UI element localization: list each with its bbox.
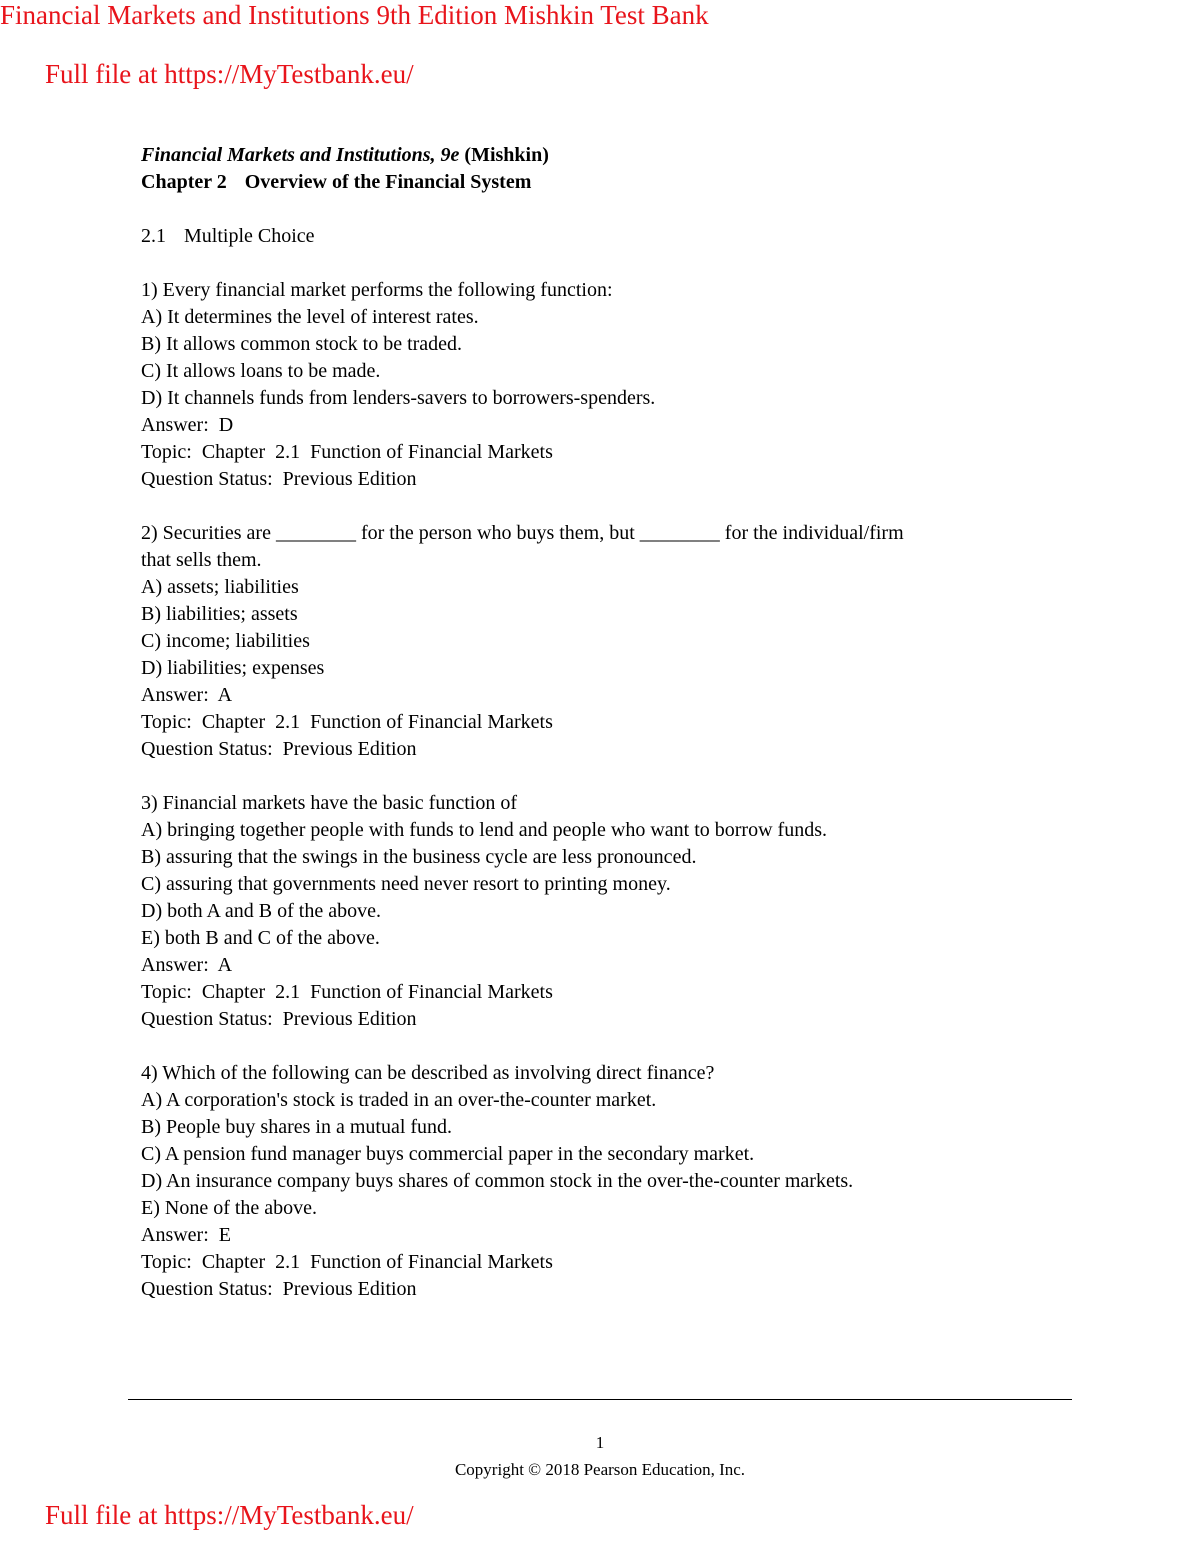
- answer-option: E) None of the above.: [141, 1197, 318, 1219]
- topic-line-label: Topic:: [141, 1251, 192, 1273]
- watermark-link-bottom: Full file at https://MyTestbank.eu/: [45, 1500, 414, 1530]
- answer-option: A) assets; liabilities: [141, 576, 299, 598]
- chapter-title: Overview of the Financial System: [244, 171, 532, 193]
- answer-option: A) It determines the level of interest rates.: [141, 306, 479, 328]
- answer-option: C) A pension fund manager buys commercial paper in the secondary market.: [141, 1143, 755, 1165]
- topic-line: [141, 439, 1071, 466]
- status-line-label: Question Status:: [141, 738, 273, 760]
- answer-line-label: Answer:: [141, 954, 209, 976]
- topic-line-label: Topic:: [141, 981, 192, 1003]
- answer-option: D) liabilities; expenses: [141, 657, 325, 679]
- answer-line: [141, 412, 1071, 439]
- topic-line-value: Chapter 2.1 Function of Financial Markets: [201, 1251, 553, 1273]
- spacer: [273, 738, 283, 760]
- status-line: [141, 466, 1071, 493]
- answer-option: C) income; liabilities: [141, 630, 310, 652]
- book-title: Financial Markets and Institutions, 9e: [141, 144, 460, 166]
- status-line-value: Previous Edition: [282, 738, 417, 760]
- topic-line-value: Chapter 2.1 Function of Financial Markets: [201, 711, 553, 733]
- spacer: [209, 414, 219, 436]
- status-line-value: Previous Edition: [282, 468, 417, 490]
- spacer: [192, 981, 202, 1003]
- question-item: [141, 520, 1071, 763]
- status-line-value: Previous Edition: [282, 1278, 417, 1300]
- chapter-label: Chapter 2: [141, 171, 227, 193]
- answer-option: D) It channels funds from lenders-savers to borrowers-spenders.: [141, 387, 656, 409]
- answer-option: A) A corporation's stock is traded in an over-the-counter market.: [141, 1089, 657, 1111]
- footer-divider: [128, 1399, 1072, 1400]
- spacer: [209, 954, 218, 976]
- spacer: [209, 1224, 219, 1246]
- status-line: [141, 736, 1071, 763]
- status-line-label: Question Status:: [141, 468, 273, 490]
- answer-line-label: Answer:: [141, 684, 209, 706]
- answer-option: C) assuring that governments need never resort to printing money.: [141, 873, 671, 895]
- answer-line-value: E: [218, 1224, 231, 1246]
- answer-option: B) It allows common stock to be traded.: [141, 333, 463, 355]
- answer-line-value: A: [217, 954, 233, 976]
- status-line: [141, 1276, 1071, 1303]
- status-line-label: Question Status:: [141, 1008, 273, 1030]
- answer-option: A) bringing together people with funds to lend and people who want to borrow funds.: [141, 819, 827, 841]
- copyright-notice: Copyright © 2018 Pearson Education, Inc.: [454, 1460, 746, 1479]
- section-number: 2.1: [141, 225, 166, 247]
- answer-option: B) People buy shares in a mutual fund.: [141, 1116, 453, 1138]
- watermark-title: Financial Markets and Institutions 9th Edition Mishkin Test Bank: [0, 0, 709, 30]
- document-body: [141, 142, 1071, 1303]
- answer-option: D) An insurance company buys shares of common stock in the over-the-counter markets.: [141, 1170, 854, 1192]
- spacer: [273, 1278, 283, 1300]
- question-stem: 3) Financial markets have the basic function of: [141, 792, 517, 814]
- question-list: [141, 277, 1071, 1303]
- section-title: Multiple Choice: [184, 225, 315, 247]
- answer-line: [141, 682, 1071, 709]
- book-author: (Mishkin): [464, 144, 549, 166]
- spacer: [273, 1008, 283, 1030]
- answer-line-value: A: [217, 684, 233, 706]
- answer-option: C) It allows loans to be made.: [141, 360, 381, 382]
- topic-line-value: Chapter 2.1 Function of Financial Markets: [201, 981, 553, 1003]
- answer-line: [141, 952, 1071, 979]
- topic-line-value: Chapter 2.1 Function of Financial Markets: [201, 441, 553, 463]
- chapter-heading: [141, 169, 1071, 196]
- topic-line: [141, 709, 1071, 736]
- answer-option: B) liabilities; assets: [141, 603, 298, 625]
- question-stem: 2) Securities are ________ for the person who buys them, but ________ for the individual/firm: [141, 522, 904, 544]
- answer-option: E) both B and C of the above.: [141, 927, 380, 949]
- question-stem: 4) Which of the following can be described as involving direct finance?: [141, 1062, 715, 1084]
- answer-line: [141, 1222, 1071, 1249]
- watermark-link-top: Full file at https://MyTestbank.eu/: [45, 59, 414, 89]
- book-title-line: [141, 142, 1071, 169]
- status-line-value: Previous Edition: [282, 1008, 417, 1030]
- question-stem: 1) Every financial market performs the following function:: [141, 279, 613, 301]
- topic-line-label: Topic:: [141, 441, 192, 463]
- answer-line-label: Answer:: [141, 414, 209, 436]
- spacer: [209, 684, 218, 706]
- spacer: [192, 1251, 202, 1273]
- page-number: 1: [595, 1433, 605, 1452]
- answer-line-label: Answer:: [141, 1224, 209, 1246]
- question-item: [141, 790, 1071, 1033]
- spacer: [192, 441, 202, 463]
- topic-line: [141, 979, 1071, 1006]
- question-item: [141, 277, 1071, 493]
- answer-option: D) both A and B of the above.: [141, 900, 381, 922]
- topic-line-label: Topic:: [141, 711, 192, 733]
- section-heading: [141, 223, 1071, 250]
- topic-line: [141, 1249, 1071, 1276]
- question-item: [141, 1060, 1071, 1303]
- status-line-label: Question Status:: [141, 1278, 273, 1300]
- spacer: [273, 468, 283, 490]
- status-line: [141, 1006, 1071, 1033]
- answer-line-value: D: [218, 414, 234, 436]
- spacer: [192, 711, 202, 733]
- question-stem: that sells them.: [141, 549, 262, 571]
- answer-option: B) assuring that the swings in the business cycle are less pronounced.: [141, 846, 697, 868]
